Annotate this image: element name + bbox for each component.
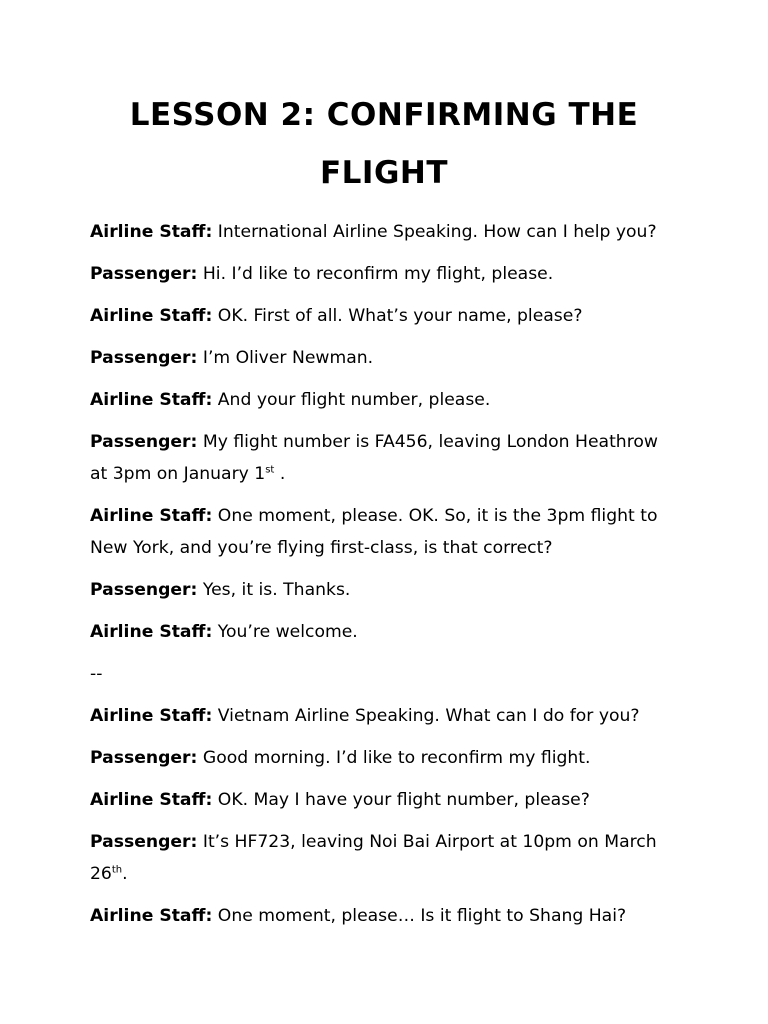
- dialogue-text: Hi. I’d like to reconfirm my flight, please.: [197, 264, 554, 284]
- dialogue-line: [90, 616, 678, 648]
- page-title: LESSON 2: CONFIRMING THE FLIGHT: [129, 97, 639, 191]
- dialogue-text: One moment, please. OK. So, it is the 3pm flight to New York, and you’re flying first-class, is that correct?: [90, 506, 658, 558]
- speaker-label: Airline Staff:: [90, 706, 213, 726]
- speaker-label: Passenger:: [90, 748, 198, 768]
- dialogue-text: International Airline Speaking. How can I help you?: [212, 222, 657, 242]
- dialogue-line: [90, 300, 678, 332]
- speaker-label: Passenger:: [90, 832, 198, 852]
- dialogue-text: Yes, it is. Thanks.: [197, 580, 351, 600]
- dialogue-line: [90, 700, 678, 732]
- dialogue-line: [90, 500, 678, 564]
- ordinal-suffix: th: [111, 864, 123, 876]
- speaker-label: Airline Staff:: [90, 790, 213, 810]
- dialogue-text: I’m Oliver Newman.: [197, 348, 374, 368]
- dialogue-line: [90, 216, 678, 248]
- dialogue-section-2: [90, 700, 678, 932]
- speaker-label: Passenger:: [90, 264, 198, 284]
- speaker-label: Airline Staff:: [90, 906, 213, 926]
- dialogue-text: My flight number is FA456, leaving London Heathrow at 3pm on January 1: [90, 432, 658, 484]
- speaker-label: Airline Staff:: [90, 390, 213, 410]
- dialogue-text: And your flight number, please.: [212, 390, 491, 410]
- dialogue-section-1: [90, 216, 678, 648]
- trailing-punctuation: .: [274, 464, 286, 484]
- dialogue: [90, 216, 678, 932]
- dialogue-line: [90, 826, 678, 890]
- speaker-label: Passenger:: [90, 580, 198, 600]
- speaker-label: Airline Staff:: [90, 306, 213, 326]
- dialogue-line: [90, 742, 678, 774]
- dialogue-text: Vietnam Airline Speaking. What can I do for you?: [212, 706, 640, 726]
- dialogue-line: [90, 342, 678, 374]
- ordinal-suffix: st: [265, 464, 275, 476]
- dialogue-text: OK. First of all. What’s your name, please?: [212, 306, 583, 326]
- dialogue-text: It’s HF723, leaving Noi Bai Airport at 10pm on March 26: [90, 832, 657, 884]
- dialogue-line: [90, 384, 678, 416]
- speaker-label: Passenger:: [90, 432, 198, 452]
- dialogue-text: One moment, please… Is it flight to Shang Hai?: [212, 906, 627, 926]
- dialogue-text: Good morning. I’d like to reconfirm my flight.: [197, 748, 591, 768]
- speaker-label: Airline Staff:: [90, 622, 213, 642]
- trailing-punctuation: .: [122, 864, 128, 884]
- section-separator: --: [90, 664, 103, 684]
- dialogue-line: [90, 258, 678, 290]
- dialogue-text: OK. May I have your flight number, please?: [212, 790, 590, 810]
- speaker-label: Passenger:: [90, 348, 198, 368]
- dialogue-line: [90, 574, 678, 606]
- dialogue-line: [90, 900, 678, 932]
- speaker-label: Airline Staff:: [90, 506, 213, 526]
- dialogue-line: [90, 426, 678, 490]
- dialogue-text: You’re welcome.: [212, 622, 358, 642]
- dialogue-line: [90, 784, 678, 816]
- speaker-label: Airline Staff:: [90, 222, 213, 242]
